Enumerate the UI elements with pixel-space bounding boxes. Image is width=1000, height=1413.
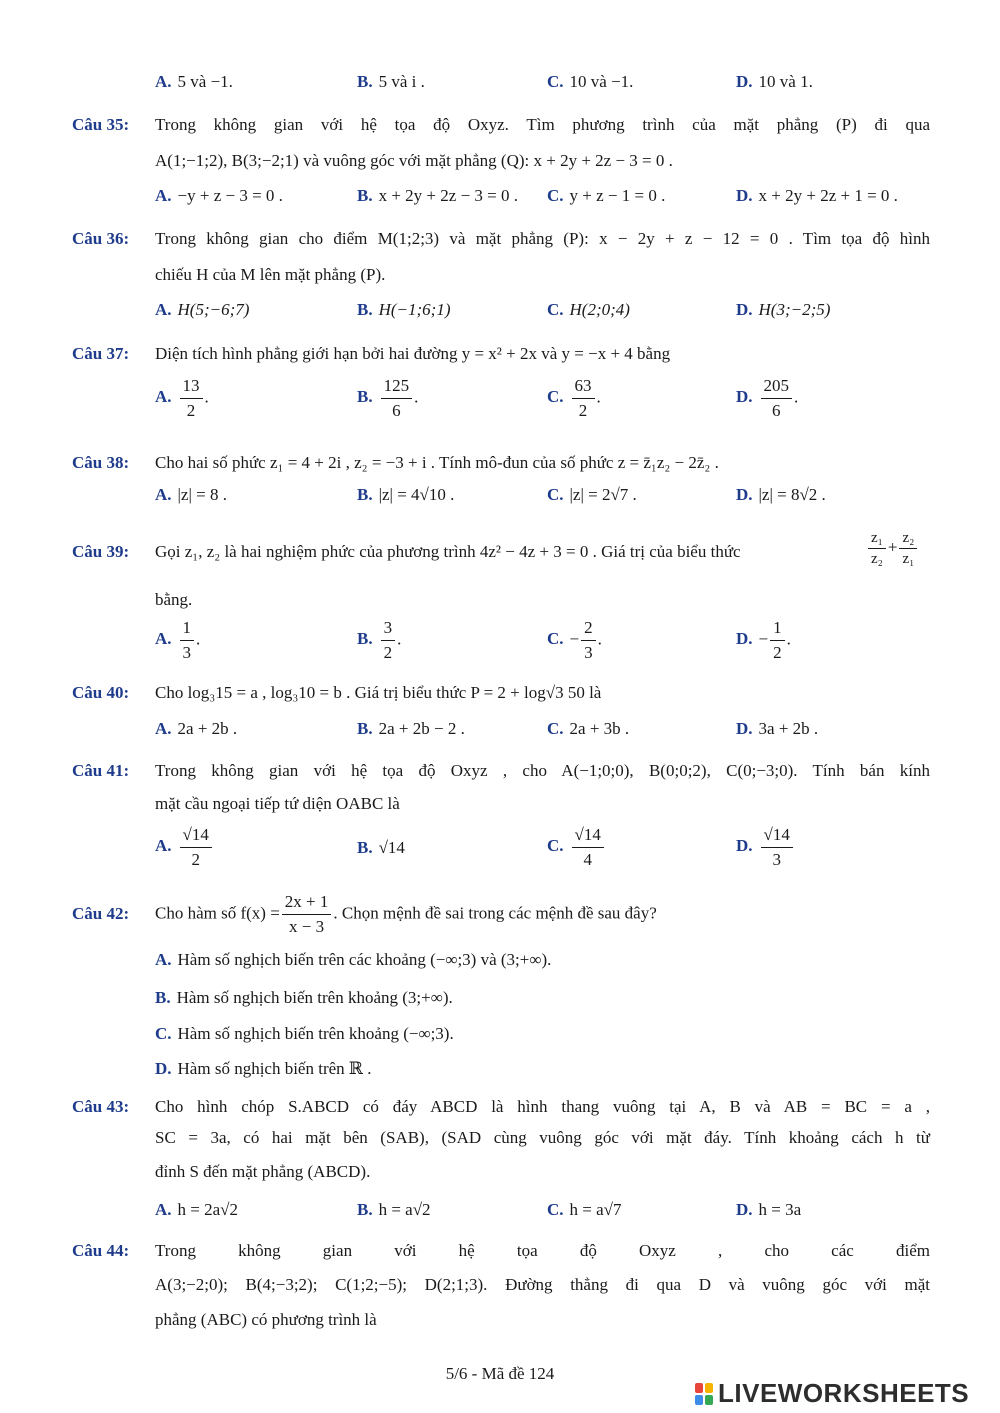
q43-option-c xyxy=(547,1200,622,1220)
option-label: B. xyxy=(357,72,373,91)
option-label: B. xyxy=(357,300,373,319)
fraction xyxy=(572,823,604,872)
fraction xyxy=(381,616,396,665)
option-label: A. xyxy=(155,72,172,91)
question-text: đỉnh S đến mặt phẳng (ABCD). xyxy=(155,1162,371,1181)
option-label: D. xyxy=(736,836,753,856)
option-text: Hàm số nghịch biến trên các khoảng (−∞;3) và (3;+∞). xyxy=(177,950,552,969)
option-text: 5 và −1. xyxy=(177,72,233,91)
option-label: C. xyxy=(155,1024,172,1043)
q37-option-b: B. $\frac{125}{6}$ . xyxy=(357,374,418,423)
option-label: B. xyxy=(357,838,373,857)
q41-option-c xyxy=(547,823,606,872)
question-text-post: . Chọn mệnh đề sai trong các mệnh đề sau đây? xyxy=(333,903,657,923)
denominator: 2 xyxy=(383,643,393,662)
question-text: Trong không gian với hệ tọa độ Oxyz , cho A(−1;0;0), B(0;0;2), C(0;−3;0). Tính bán kính xyxy=(155,761,930,780)
fraction xyxy=(770,616,785,665)
numerator: √14 xyxy=(180,823,212,848)
q43-option-d xyxy=(736,1200,801,1220)
q41-option-b xyxy=(357,838,405,858)
question-number: Câu 40: xyxy=(72,683,130,702)
denominator: x − 3 xyxy=(289,917,325,936)
question-text: Cho hình chóp S.ABCD có đáy ABCD là hình thang vuông tại A, B và AB = BC = a , xyxy=(155,1097,930,1116)
q39-option-b: B. $\frac{3}{2}$ . xyxy=(357,616,401,665)
q39-option-d: D. − $\frac{1}{2}$ . xyxy=(736,616,791,665)
option-text: x + 2y + 2z − 3 = 0 . xyxy=(378,186,518,205)
option-label: A. xyxy=(155,300,172,319)
fraction xyxy=(180,616,195,665)
option-label: A. xyxy=(155,387,172,407)
option-label: D. xyxy=(736,387,753,407)
option-label: D. xyxy=(736,72,753,91)
option-text: √14 xyxy=(378,838,405,857)
fraction xyxy=(282,890,332,939)
q39-expression xyxy=(866,528,919,569)
option-label: B. xyxy=(357,186,373,205)
denominator: 6 xyxy=(772,401,781,420)
option-label: C. xyxy=(547,836,564,856)
option-text: |z| = 2√7 . xyxy=(569,485,637,504)
sign: − xyxy=(569,629,580,649)
option-label: B. xyxy=(155,988,171,1007)
logo-square xyxy=(695,1383,703,1393)
denominator: 3 xyxy=(772,850,781,869)
logo-text: LIVEWORKSHEETS xyxy=(718,1378,970,1408)
plus-sign: + xyxy=(887,537,898,557)
option-text: H(−1;6;1) xyxy=(378,300,451,319)
denominator: 6 xyxy=(392,401,401,420)
q36-option-d xyxy=(736,300,830,320)
q34-option-d xyxy=(736,72,813,92)
denominator: 2 xyxy=(186,401,196,420)
option-label: B. xyxy=(357,485,373,504)
option-label: C. xyxy=(547,72,564,91)
q36-option-b xyxy=(357,300,451,320)
question-text xyxy=(155,890,657,939)
fraction xyxy=(868,528,886,569)
question-text: Trong không gian cho điểm M(1;2;3) và mặt phẳng (P): x − 2y + z − 12 = 0 . Tìm tọa độ hình xyxy=(155,229,930,248)
option-text: 10 và 1. xyxy=(758,72,813,91)
option-text: 10 và −1. xyxy=(569,72,634,91)
option-text: 3a + 2b . xyxy=(758,719,819,738)
fraction xyxy=(581,616,596,665)
option-text: x + 2y + 2z + 1 = 0 . xyxy=(758,186,898,205)
q34-option-c xyxy=(547,72,633,92)
q37-option-d: D. $\frac{205}{6}$ . xyxy=(736,374,798,423)
denominator: 2 xyxy=(578,401,588,420)
logo-icon xyxy=(694,1382,714,1406)
q35-option-c xyxy=(547,186,665,206)
liveworksheets-logo xyxy=(694,1378,969,1409)
q35-option-d xyxy=(736,186,898,206)
option-label: B. xyxy=(357,719,373,738)
q43-option-b xyxy=(357,1200,431,1220)
fraction xyxy=(761,374,793,423)
fraction xyxy=(572,374,595,423)
q40-option-c xyxy=(547,719,629,739)
option-text: Hàm số nghịch biến trên khoảng (3;+∞). xyxy=(176,988,453,1007)
question-number: Câu 44: xyxy=(72,1241,130,1260)
fraction xyxy=(381,374,413,423)
q34-option-b xyxy=(357,72,425,92)
numerator: √14 xyxy=(572,823,604,848)
logo-square xyxy=(705,1395,713,1405)
fraction xyxy=(899,528,917,569)
question-number: Câu 41: xyxy=(72,761,130,780)
option-text: 5 và i . xyxy=(378,72,425,91)
numerator: z₂ xyxy=(899,528,917,549)
option-text: −y + z − 3 = 0 . xyxy=(177,186,283,205)
question-text: Trong không gian với hệ tọa độ Oxyz , cho các điểm xyxy=(155,1241,930,1260)
q37-option-c: C. $\frac{63}{2}$ . xyxy=(547,374,601,423)
option-text: H(3;−2;5) xyxy=(758,300,831,319)
question-number: Câu 35: xyxy=(72,115,130,134)
numerator: 2 xyxy=(581,616,596,641)
q39-option-a: A. $\frac{1}{3}$ . xyxy=(155,616,200,665)
q38-option-d xyxy=(736,485,826,505)
q41-option-a xyxy=(155,823,214,872)
option-label: A. xyxy=(155,719,172,738)
question-text: phẳng (ABC) có phương trình là xyxy=(155,1310,377,1329)
option-text: h = a√2 xyxy=(378,1200,431,1219)
option-label: C. xyxy=(547,485,564,504)
option-label: C. xyxy=(547,629,564,649)
sign: − xyxy=(758,629,769,649)
option-text: h = 2a√2 xyxy=(177,1200,238,1219)
denominator: 2 xyxy=(191,850,200,869)
option-label: D. xyxy=(736,485,753,504)
option-text: y + z − 1 = 0 . xyxy=(569,186,666,205)
question-text: Cho hai số phức z₁ = 4 + 2i , z₂ = −3 + i . Tính mô-đun của số phức z = z̄₁z₂ − 2z̄₂ . xyxy=(155,453,719,472)
option-text: |z| = 8 . xyxy=(177,485,227,504)
numerator: 205 xyxy=(761,374,793,399)
q35-option-a xyxy=(155,186,283,206)
option-label: B. xyxy=(357,387,373,407)
q36-option-c xyxy=(547,300,630,320)
option-text: h = 3a xyxy=(758,1200,802,1219)
option-label: A. xyxy=(155,950,172,969)
option-text: h = a√7 xyxy=(569,1200,622,1219)
option-label: D. xyxy=(155,1059,172,1078)
option-text: 2a + 3b . xyxy=(569,719,630,738)
option-label: C. xyxy=(547,719,564,738)
option-text: |z| = 8√2 . xyxy=(758,485,826,504)
numerator: 2x + 1 xyxy=(282,890,332,915)
option-text: H(5;−6;7) xyxy=(177,300,250,319)
option-label: D. xyxy=(736,300,753,319)
q42-option-b xyxy=(155,988,453,1008)
option-label: C. xyxy=(547,186,564,205)
question-text: A(1;−1;2), B(3;−2;1) và vuông góc với mặt phẳng (Q): x + 2y + 2z − 3 = 0 . xyxy=(155,151,673,170)
denominator: 2 xyxy=(773,643,782,662)
question-text: chiếu H của M lên mặt phẳng (P). xyxy=(155,265,386,284)
q41-option-d xyxy=(736,823,795,872)
option-label: B. xyxy=(357,629,373,649)
option-label: A. xyxy=(155,629,172,649)
q38-option-a xyxy=(155,485,227,505)
option-label: D. xyxy=(736,629,753,649)
option-text: |z| = 4√10 . xyxy=(378,485,455,504)
fraction xyxy=(761,823,793,872)
q39-option-c: C. − $\frac{2}{3}$ . xyxy=(547,616,602,665)
question-text: Diện tích hình phẳng giới hạn bởi hai đường y = x² + 2x và y = −x + 4 bằng xyxy=(155,344,671,363)
option-label: A. xyxy=(155,836,172,856)
q42-option-c xyxy=(155,1024,454,1044)
question-text: Trong không gian với hệ tọa độ Oxyz. Tìm phương trình của mặt phẳng (P) đi qua xyxy=(155,115,930,134)
q42-option-a xyxy=(155,950,551,970)
option-text: 2a + 2b . xyxy=(177,719,238,738)
page-footer: 5/6 - Mã đề 124 xyxy=(445,1364,555,1383)
option-label: C. xyxy=(547,387,564,407)
option-text: H(2;0;4) xyxy=(569,300,630,319)
q34-option-a xyxy=(155,72,233,92)
fraction xyxy=(180,823,212,872)
option-text: Hàm số nghịch biến trên ℝ . xyxy=(177,1059,372,1078)
question-number: Câu 36: xyxy=(72,229,130,248)
question-number: Câu 37: xyxy=(72,344,130,363)
question-text: mặt cầu ngoại tiếp tứ diện OABC là xyxy=(155,794,400,813)
question-text: SC = 3a, có hai mặt bên (SAB), (SAD cùng vuông góc với mặt đáy. Tính khoảng cách h từ xyxy=(155,1128,930,1147)
option-label: A. xyxy=(155,485,172,504)
question-text: A(3;−2;0); B(4;−3;2); C(1;2;−5); D(2;1;3). Đường thẳng đi qua D và vuông góc với mặt xyxy=(155,1275,930,1294)
denominator: z₁ xyxy=(902,551,915,567)
question-number: Câu 39: xyxy=(72,542,130,561)
option-label: A. xyxy=(155,186,172,205)
question-text: bằng. xyxy=(155,590,193,609)
numerator: 1 xyxy=(180,616,195,641)
option-label: D. xyxy=(736,1200,753,1219)
numerator: √14 xyxy=(761,823,793,848)
question-text: Cho log₃15 = a , log₃10 = b . Giá trị biểu thức P = 2 + log√3 50 là xyxy=(155,683,602,702)
q37-option-a: A. $\frac{13}{2}$ . xyxy=(155,374,209,423)
option-text: Hàm số nghịch biến trên khoảng (−∞;3). xyxy=(177,1024,454,1043)
question-text: Gọi z₁, z₂ là hai nghiệm phức của phương trình 4z² − 4z + 3 = 0 . Giá trị của biểu thức xyxy=(155,542,741,561)
q42-option-d xyxy=(155,1059,372,1079)
logo-square xyxy=(705,1383,713,1393)
logo-square xyxy=(695,1395,703,1405)
numerator: 13 xyxy=(180,374,203,399)
question-number: Câu 42: xyxy=(72,904,130,923)
question-number: Câu 38: xyxy=(72,453,130,472)
numerator: 3 xyxy=(381,616,396,641)
option-label: D. xyxy=(736,719,753,738)
q40-option-b xyxy=(357,719,465,739)
option-label: A. xyxy=(155,1200,172,1219)
q38-option-c xyxy=(547,485,637,505)
denominator: 3 xyxy=(584,643,593,662)
denominator: 4 xyxy=(583,850,592,869)
q43-option-a xyxy=(155,1200,238,1220)
q36-option-a xyxy=(155,300,249,320)
question-number: Câu 43: xyxy=(72,1097,130,1116)
option-label: C. xyxy=(547,300,564,319)
option-text: 2a + 2b − 2 . xyxy=(378,719,465,738)
q40-option-d xyxy=(736,719,818,739)
option-label: C. xyxy=(547,1200,564,1219)
option-label: B. xyxy=(357,1200,373,1219)
fraction xyxy=(180,374,203,423)
option-label: D. xyxy=(736,186,753,205)
numerator: 125 xyxy=(381,374,413,399)
q38-option-b xyxy=(357,485,454,505)
denominator: 3 xyxy=(182,643,192,662)
denominator: z₂ xyxy=(871,551,883,567)
numerator: 63 xyxy=(572,374,595,399)
numerator: z₁ xyxy=(868,528,886,549)
q35-option-b xyxy=(357,186,518,206)
q40-option-a xyxy=(155,719,237,739)
numerator: 1 xyxy=(770,616,785,641)
question-text-pre: Cho hàm số f(x) = xyxy=(155,903,280,923)
